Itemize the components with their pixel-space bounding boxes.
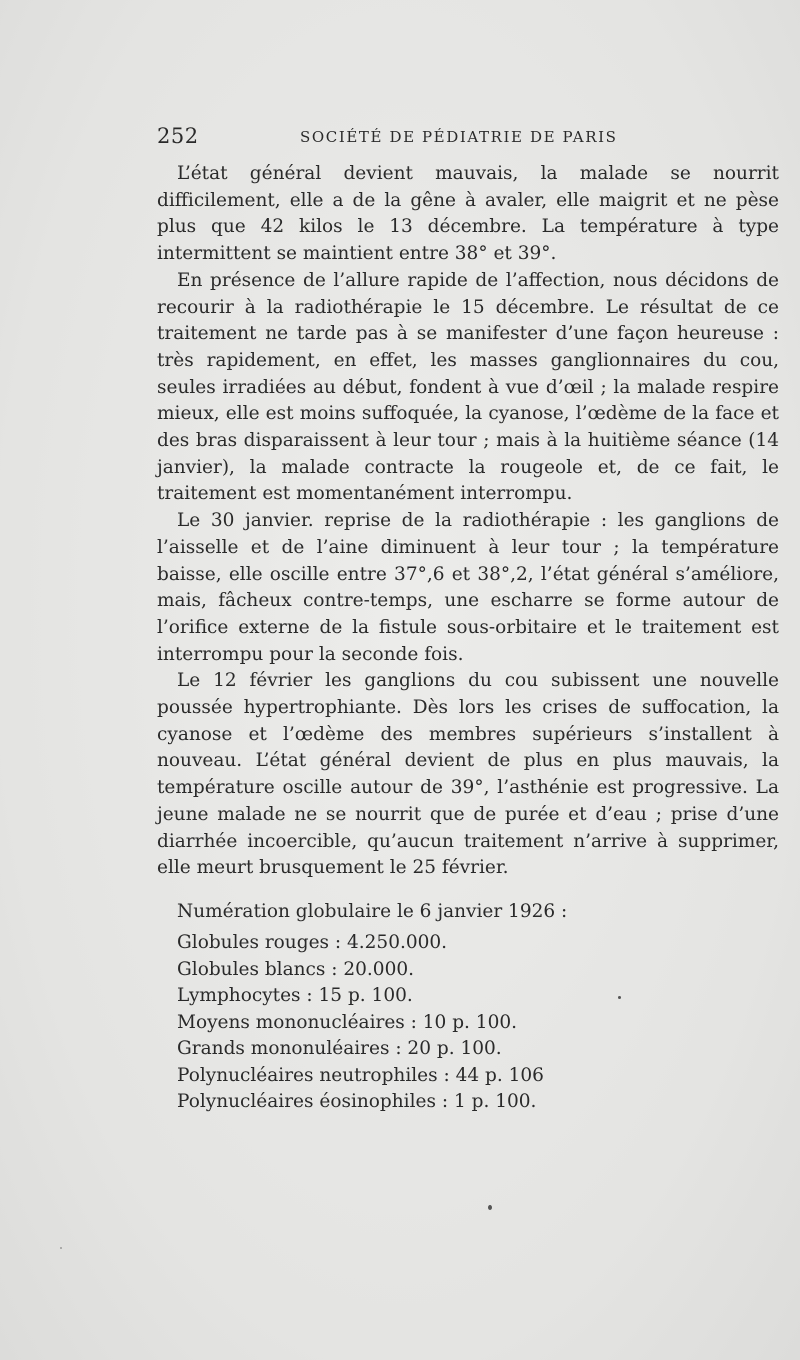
blood-count-item: Polynucléaires neutrophiles : 44 p. 106 [177,1064,544,1086]
paper-speck [60,1247,62,1249]
paper-speck [618,996,621,999]
paragraph: En présence de l’allure rapide de l’affection, nous décidons de recourir à la radiothérapie le 15 décembre. Le résultat de ce traitement ne tarde pas à se manifester d’une façon heureuse : très rapidement, en effet, les masses ganglionnaires du cou, seules irradiées au début, fondent à vue d’œil ; la malade respire mieux, elle est moins suffoquée, la cyanose, l’œdème de la face et des bras disparaissent à leur tour ; mais à la huitième séance (14 janvier), la malade contracte la rougeole et, de ce fait, le traitement est momentanément interrompu. [157,269,779,505]
blood-count-heading: Numération globulaire le 6 janvier 1926 : [177,901,568,922]
blood-count-item: Grands mononuléaires : 20 p. 100. [177,1038,502,1059]
page-number: 252 [157,124,199,148]
blood-count-item: Globules blancs : 20.000. [177,958,414,980]
blood-count-item: Globules rouges : 4.250.000. [177,932,448,953]
paragraph: Le 30 janvier. reprise de la radiothérapie : les ganglions de l’aisselle et de l’aine diminuent à leur tour ; la température baisse, elle oscille entre 37°,6 et 38°,2, l’état général s’améliore, mais, fâcheux contre-temps, une escharre se forme autour de l’orifice externe de la fistule sous-orbitaire et le traitement est interrompu pour la seconde fois. [157,510,779,665]
page-header [157,124,777,154]
blood-count-list [177,930,544,1116]
blood-count-item: Lymphocytes : 15 p. 100. [177,985,413,1006]
paper-speck [488,1205,492,1210]
body-text [157,161,779,882]
paragraph: L’état général devient mauvais, la malade se nourrit difficilement, elle a de la gêne à avaler, elle maigrit et ne pèse plus que 42 kilos le 13 décembre. La température à type intermittent se maintient entre 38° et 39°. [157,163,779,265]
blood-count-item: Moyens mononucléaires : 10 p. 100. [177,1011,518,1033]
blood-count-item: Polynucléaires éosinophiles : 1 p. 100. [177,1091,537,1112]
paragraph: Le 12 février les ganglions du cou subissent une nouvelle poussée hypertrophiante. Dès lors les crises de suffocation, la cyanose et l’œdème des membres supérieurs s’installent à nouveau. L’état général devient de plus en plus mauvais, la température oscille autour de 39°, l’asthénie est progressive. La jeune malade ne se nourrit que de purée et d’eau ; prise d’une diarrhée incoercible, qu’aucun traitement n’arrive à supprimer, elle meurt brusquement le 25 février. [157,670,779,879]
running-head: SOCIÉTÉ DE PÉDIATRIE DE PARIS [300,128,618,146]
